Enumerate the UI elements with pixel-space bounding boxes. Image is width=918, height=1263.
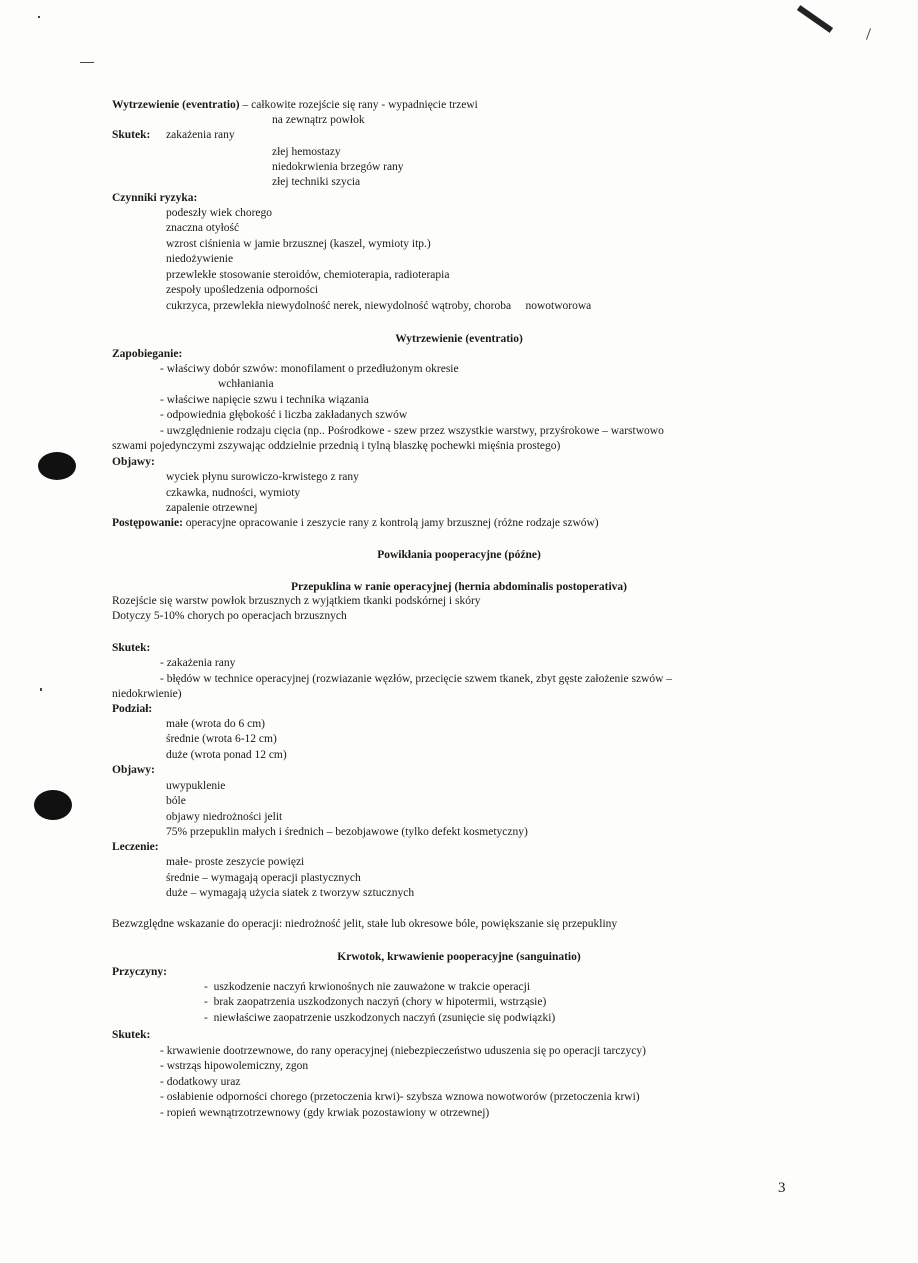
skutek-item: - osłabienie odporności chorego (przetoczenia krwi)- szybsza wznowa nowotworów (przetoczenia krwi) xyxy=(160,1091,640,1103)
cause-item: - uszkodzenie naczyń krwionośnych nie zauważone w trakcie operacji xyxy=(204,981,531,993)
classification-item: duże (wrota ponad 12 cm) xyxy=(166,749,287,761)
scan-speck xyxy=(40,688,42,691)
risk-factor-item: wzrost ciśnienia w jamie brzusznej (kaszel, wymioty itp.) xyxy=(166,238,431,250)
section-title-bleeding: Krwotok, krwawienie pooperacyjne (sanguinatio) xyxy=(337,951,581,963)
symptom-item: objawy niedrożności jelit xyxy=(166,811,283,823)
causes-label: Przyczyny: xyxy=(112,966,167,978)
page-number: 3 xyxy=(778,1180,786,1196)
skutek-item: - zakażenia rany xyxy=(160,657,236,669)
scan-speck xyxy=(866,28,871,40)
risk-factor-item: podeszły wiek chorego xyxy=(166,207,273,219)
symptom-item: 75% przepuklin małych i średnich – bezobjawowe (tylko defekt kosmetyczny) xyxy=(166,826,528,838)
prevention-item: - właściwy dobór szwów: monofilament o przedłużonym okresie xyxy=(160,363,459,375)
prevention-item: - odpowiednia głębokość i liczba zakładanych szwów xyxy=(160,409,408,421)
treatment-item: średnie – wymagają operacji plastycznych xyxy=(166,872,361,884)
management-line xyxy=(112,517,599,530)
skutek-label: Skutek: xyxy=(112,642,151,654)
skutek-item: złej hemostazy xyxy=(272,146,341,158)
eventratio-heading: Wytrzewienie (eventratio) xyxy=(112,99,240,111)
skutek-item: - dodatkowy uraz xyxy=(160,1076,241,1088)
prevention-label: Zapobieganie: xyxy=(112,348,183,360)
classification-label: Podział: xyxy=(112,703,153,715)
section-title-hernia: Przepuklina w ranie operacyjnej (hernia abdominalis postoperativa) xyxy=(290,581,628,593)
symptom-item: zapalenie otrzewnej xyxy=(166,502,258,514)
symptom-item: bóle xyxy=(166,795,186,807)
risk-factors-label: Czynniki ryzyka: xyxy=(112,192,198,204)
risk-factor-item: cukrzyca, przewlekła niewydolność nerek, niewydolność wątroby, choroba nowotworowa xyxy=(166,300,592,312)
risk-factor-item: przewlekłe stosowanie steroidów, chemioterapia, radioterapia xyxy=(166,269,450,281)
symptoms-label: Objawy: xyxy=(112,456,155,468)
treatment-item: duże – wymagają użycia siatek z tworzyw sztucznych xyxy=(166,887,415,899)
symptom-item: wyciek płynu surowiczo-krwistego z rany xyxy=(166,471,359,483)
skutek-item: - ropień wewnątrzotrzewnowy (gdy krwiak pozostawiony w otrzewnej) xyxy=(160,1107,490,1119)
scan-speck xyxy=(38,16,40,18)
skutek-item: niedokrwienia brzegów rany xyxy=(272,161,404,173)
scan-speck xyxy=(80,62,94,63)
surgery-indication: Bezwzględne wskazanie do operacji: niedrożność jelit, stałe lub okresowe bóle, powiększanie się przepukliny xyxy=(112,918,618,930)
symptoms-label: Objawy: xyxy=(112,764,155,776)
skutek-item: - wstrząs hipowolemiczny, zgon xyxy=(160,1060,309,1072)
prevention-item: - uwzględnienie rodzaju cięcia (np.. Pośrodkowe - szew przez wszystkie warstwy, przyśrokowe – warstwowo xyxy=(160,425,664,437)
skutek-item-cont: niedokrwienie) xyxy=(112,688,182,700)
treatment-item: małe- proste zeszycie powięzi xyxy=(166,856,305,868)
prevention-item-cont: szwami pojedynczymi zszywając oddzielnie przednią i tylną blaszkę pochewki mięśnia prostego) xyxy=(112,440,561,452)
risk-factor-item: niedożywienie xyxy=(166,253,234,265)
management-label: Postępowanie: xyxy=(112,517,183,529)
classification-item: średnie (wrota 6-12 cm) xyxy=(166,733,277,745)
eventratio-definition-cont: na zewnątrz powłok xyxy=(272,114,365,126)
section-title-eventratio: Wytrzewienie (eventratio) xyxy=(395,333,523,345)
cause-item: - brak zaopatrzenia uszkodzonych naczyń (chory w hipotermii, wstrząsie) xyxy=(204,996,547,1008)
skutek-item: złej techniki szycia xyxy=(272,176,361,188)
section-title-late-complications: Powikłania pooperacyjne (późne) xyxy=(377,549,541,561)
cause-item: - niewłaściwe zaopatrzenie uszkodzonych naczyń (zsunięcie się podwiązki) xyxy=(204,1012,556,1024)
hernia-definition: Rozejście się warstw powłok brzusznych z wyjątkiem tkanki podskórnej i skóry xyxy=(112,595,481,607)
hernia-incidence: Dotyczy 5-10% chorych po operacjach brzusznych xyxy=(112,610,347,622)
eventratio-definition: – całkowite rozejście się rany - wypadnięcie trzewi xyxy=(239,99,478,111)
management-text: operacyjne opracowanie i zeszycie rany z kontrolą jamy brzusznej (różne rodzaje szwów) xyxy=(182,517,599,529)
skutek-item: zakażenia rany xyxy=(166,129,235,141)
hole-punch-mark-top xyxy=(38,452,76,480)
prevention-item-cont: wchłaniania xyxy=(218,378,274,390)
skutek-item: - krwawienie dootrzewnowe, do rany operacyjnej (niebezpieczeństwo uduszenia się po operacji tarczycy) xyxy=(160,1045,646,1057)
treatment-label: Leczenie: xyxy=(112,841,159,853)
classification-item: małe (wrota do 6 cm) xyxy=(166,718,265,730)
skutek-item: - błędów w technice operacyjnej (rozwiazanie węzłów, przecięcie szwem tkanek, zbyt gęste założenie szwów – xyxy=(160,673,673,685)
risk-factor-item: zespoły upośledzenia odporności xyxy=(166,284,319,296)
prevention-item: - właściwe napięcie szwu i technika wiązania xyxy=(160,394,369,406)
skutek-label: Skutek: xyxy=(112,1029,151,1041)
skutek-label: Skutek: xyxy=(112,129,151,141)
symptom-item: czkawka, nudności, wymioty xyxy=(166,487,301,499)
symptom-item: uwypuklenie xyxy=(166,780,226,792)
hole-punch-mark-bottom xyxy=(34,790,72,820)
corner-mark xyxy=(797,5,833,33)
risk-factor-item: znaczna otyłość xyxy=(166,222,240,234)
eventratio-intro-line xyxy=(112,99,478,112)
